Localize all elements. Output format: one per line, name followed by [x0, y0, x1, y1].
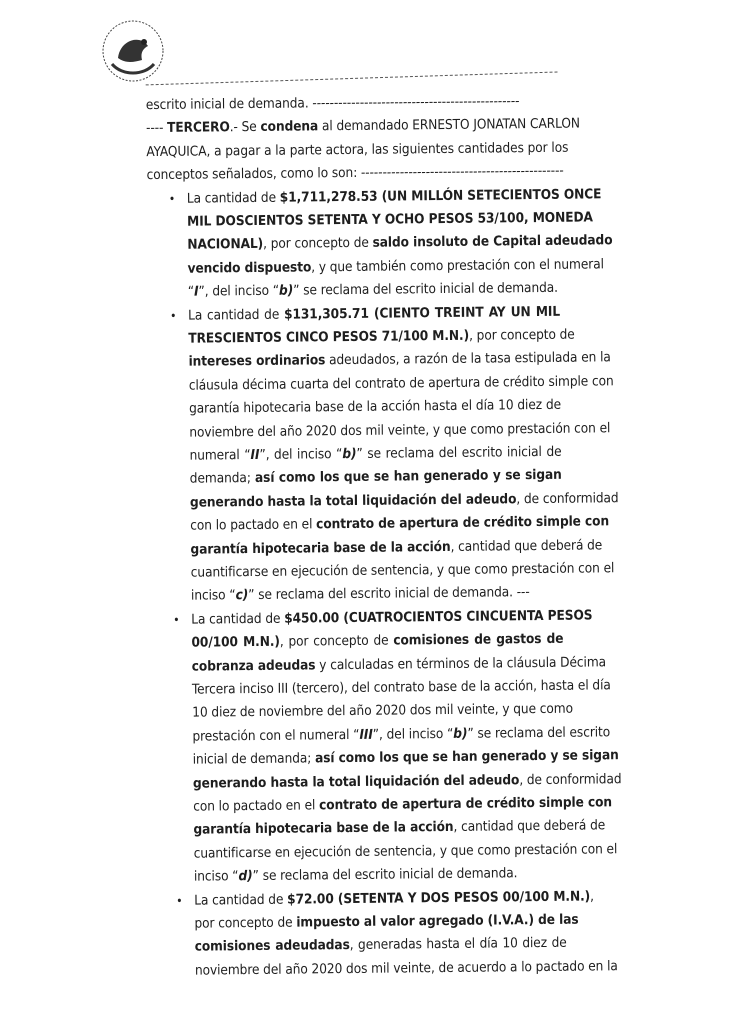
emphasized-text: $1,711,278.53 (UN MILLÓN SETECIENTOS ONCE: [279, 185, 602, 206]
emphasized-text: saldo insoluto de Capital adeudado: [372, 232, 613, 252]
emphasized-text: b): [342, 445, 357, 463]
text-segment: ” se reclama del escrito inicial de demanda.: [252, 865, 518, 885]
text-segment: cláusula décima cuarta del contrato de apertura de crédito simple con: [188, 373, 614, 394]
text-line: [193, 815, 606, 842]
text-line: [188, 371, 614, 398]
emphasized-text: NACIONAL): [187, 236, 264, 254]
emphasized-text: intereses ordinarios: [188, 352, 326, 371]
emphasized-text: así como los que se han generado y se sigan: [314, 747, 619, 767]
emphasized-text: $72.00 (SETENTA Y DOS PESOS 00/100 M.N.): [287, 888, 591, 908]
text-segment: La cantidad de: [194, 891, 288, 909]
text-line: [192, 768, 622, 795]
text-segment: , cantidad que deberá de: [453, 817, 606, 836]
text-segment: inicial de demanda;: [192, 750, 316, 768]
emphasized-text: contrato de apertura de crédito simple con: [316, 513, 610, 533]
text-segment: La cantidad de: [187, 306, 285, 324]
text-line: [186, 207, 593, 234]
emphasized-text: condena: [260, 118, 319, 136]
text-segment: , de conformidad: [519, 770, 622, 788]
text-segment: y calculadas en términos de la cláusula Décima: [315, 653, 607, 673]
text-segment: .- Se: [229, 119, 261, 136]
text-segment: , por concepto de: [279, 632, 394, 650]
text-segment: , cantidad que deberá de: [450, 536, 603, 555]
text-line: [193, 839, 618, 866]
text-segment: por concepto de: [194, 914, 297, 932]
emphasized-text: I: [193, 283, 199, 300]
text-segment: con lo pactado en el: [190, 516, 317, 534]
text-segment: , y que también como prestación con el numeral: [311, 256, 604, 276]
emphasized-text: generando hasta la total liquidación del adeudo: [192, 771, 520, 792]
text-line: [188, 300, 560, 327]
text-segment: ” se reclama del escrito inicial de demanda. ---: [248, 584, 530, 604]
emphasized-text: impuesto al valor agregado (I.V.A.) de las: [296, 911, 579, 931]
text-line: [190, 511, 610, 538]
text-line: [189, 441, 561, 468]
text-segment: La cantidad de: [186, 189, 280, 207]
text-line: [189, 394, 561, 421]
text-segment: escrito inicial de demanda. ------------------------------------------------: [145, 93, 520, 114]
emphasized-text: III: [359, 726, 373, 743]
text-segment: demanda;: [189, 470, 256, 488]
emphasized-text: contrato de apertura de crédito simple con: [318, 794, 613, 814]
text-line: [191, 581, 563, 608]
text-line: [192, 722, 611, 749]
text-segment: , generadas hasta el día 10 diez de: [349, 935, 567, 954]
text-segment: prestación con el numeral “: [192, 726, 360, 745]
emphasized-text: TRESCIENTOS CINCO PESOS 71/100 M.N.): [188, 327, 470, 347]
text-line: [188, 347, 611, 374]
text-segment: ,: [590, 888, 594, 905]
text-line: [191, 605, 593, 632]
emphasized-text: 00/100 M.N.): [191, 633, 280, 651]
text-segment: noviembre del año 2020 dos mil veinte, y que como prestación con el: [189, 419, 611, 441]
text-segment: conceptos señalados, como lo son: -----------------------------------------------: [146, 162, 564, 184]
text-segment: , por concepto de: [468, 326, 575, 344]
bullet-icon: •: [168, 191, 176, 206]
text-line: [191, 675, 611, 702]
text-segment: noviembre del año 2020 dos mil veinte, de acuerdo a lo pactado en la: [194, 958, 618, 979]
emphasized-text: b): [278, 282, 294, 299]
emphasized-text: comisiones adeudadas: [194, 937, 350, 956]
text-line: [191, 628, 563, 655]
emphasized-text: generando hasta la total liquidación del adeudo: [189, 491, 517, 511]
text-line: [189, 488, 619, 515]
bullet-icon: •: [176, 893, 183, 908]
text-segment: adeudados, a razón de la tasa estipulada en la: [325, 349, 611, 369]
text-line: [188, 324, 575, 351]
text-line: [192, 745, 619, 772]
emphasized-text: $131,305.71 (CIENTO TREINT AY UN MIL: [283, 303, 561, 323]
text-line: [194, 885, 594, 912]
text-line: [187, 254, 604, 281]
text-segment: AYAQUICA, a pagar a la parte actora, las siguientes cantidades por los: [146, 139, 569, 160]
emphasized-text: TERCERO: [167, 119, 230, 137]
text-segment: con lo pactado en el: [193, 797, 320, 815]
text-line: [190, 464, 562, 491]
text-line: [190, 558, 615, 585]
text-segment: La cantidad de: [191, 610, 285, 628]
text-segment: , por concepto de: [263, 235, 373, 253]
emphasized-text: $450.00 (CUATROCIENTOS CINCUENTA PESOS: [284, 607, 593, 627]
emphasized-text: II: [250, 446, 260, 464]
text-line: [194, 862, 566, 889]
text-segment: al demandado ERNESTO JONATAN CARLON: [318, 115, 580, 135]
text-segment: numeral “: [189, 447, 251, 464]
bullet-icon: •: [169, 308, 177, 323]
text-line: [187, 230, 613, 257]
text-line: [190, 534, 603, 561]
emphasized-text: cobranza adeudas: [191, 656, 316, 675]
text-segment: garantía hipotecaria base de la acción hasta el día 10 diez de: [188, 396, 562, 417]
text-segment: ----: [146, 120, 168, 137]
emphasized-text: d): [238, 868, 253, 885]
text-segment: ”, del inciso “: [198, 282, 280, 300]
text-line: [191, 651, 607, 678]
text-segment: “: [187, 283, 195, 300]
emphasized-text: garantía hipotecaria base de la acción: [190, 538, 451, 558]
text-segment: ” se reclama del escrito inicial de demanda.: [293, 279, 559, 299]
text-segment: , de conformidad: [516, 489, 619, 508]
emphasized-text: garantía hipotecaria base de la acción: [193, 819, 454, 839]
emphasized-text: comisiones de gastos de: [393, 630, 564, 649]
text-segment: Tercera inciso III (tercero), del contrato base de la acción, hasta el día: [191, 677, 611, 698]
text-line: [193, 792, 613, 819]
text-line: [186, 183, 602, 210]
text-line: [195, 932, 567, 959]
emphasized-text: así como los que se han generado y se sigan: [254, 467, 562, 487]
text-segment: cuantificarse en ejecución de sentencia, y que como prestación con el: [190, 560, 615, 581]
text-line: [194, 909, 579, 936]
emphasized-text: c): [235, 587, 249, 604]
text-line: [192, 698, 574, 725]
emphasized-text: MIL DOSCIENTOS SETENTA Y OCHO PESOS 53/100, MONEDA: [186, 209, 593, 230]
text-segment: ” se reclama del escrito: [467, 724, 611, 742]
text-segment: ”, del inciso “: [372, 725, 454, 743]
emphasized-text: vencido dispuesto: [187, 259, 312, 277]
emphasized-text: b): [453, 725, 468, 742]
bullet-icon: •: [173, 612, 180, 627]
text-line: [188, 277, 560, 304]
text-segment: ” se reclama del escrito inicial de: [356, 443, 562, 462]
text-line: [189, 417, 611, 444]
text-segment: 10 diez de noviembre del año 2020 dos mil veinte, y que como: [192, 701, 574, 722]
text-segment: ”, del inciso “: [259, 446, 343, 463]
text-segment: cuantificarse en ejecución de sentencia, y que como prestación con el: [193, 841, 618, 862]
text-line: [194, 956, 618, 983]
text-segment: inciso “: [190, 587, 236, 605]
divider-dashed-line: [146, 71, 558, 85]
text-segment: inciso “: [193, 868, 239, 885]
